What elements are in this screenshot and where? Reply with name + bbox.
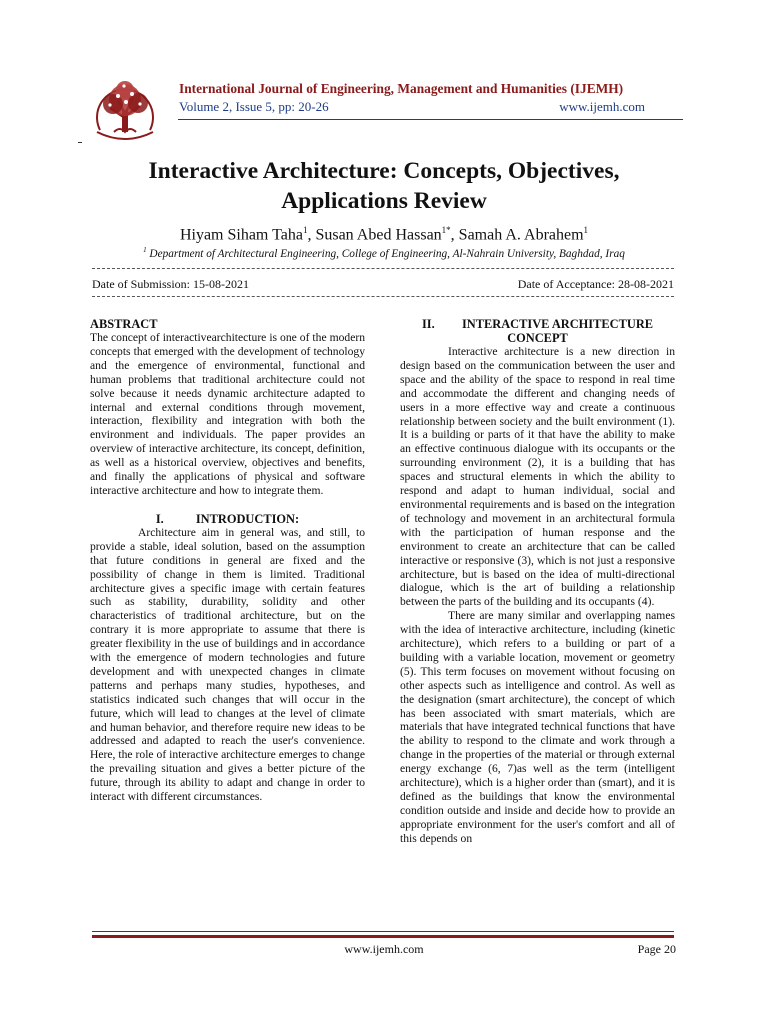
- right-column: [400, 317, 675, 846]
- introduction-number: I.: [155, 511, 164, 526]
- corner-mark: [78, 142, 82, 143]
- introduction-title: INTRODUCTION:: [195, 511, 300, 526]
- dates-top-divider: [92, 268, 674, 269]
- author-2: Susan Abed Hassan: [315, 226, 442, 244]
- abstract-text: The concept of interactivearchitecture is one of the modern concepts that emerged with the development of technology and the emergence of environmental, functional and human problems that traditional architecture could not solve because it needs dynamic architecture adapted to internal and external conditions through movement, interaction, flexibility and integration with both the environment and individuals. The paper provides an overview of interactive architecture, its concept, definition, as well as a historical overview, objectives and benefits, and finally the applications of physical and software interactive architecture and how to integrate them.: [90, 331, 365, 497]
- section-2-paragraph-2: There are many similar and overlapping names with the idea of interactive architecture, including (kinetic architecture), which refers to a building or part of a building with a variable location, movement or geometry (5). This term focuses on movement without focusing on other aspects such as intelligence and control. As well as the designation (smart architecture), the concept of which has been associated with smart materials, which are materials that have integrated technical functions that have the ability to respond to the climate and work through a change in the properties of the material or through external energy exchange (6, 7)as well as the term (intelligent architecture), which is a higher order than (smart), and it is defined as the buildings that know the environmental condition outside and inside and decide how to provide an appropriate environment for the user's comfort and all of this depends on: [400, 609, 675, 845]
- introduction-heading: [90, 512, 365, 526]
- header-divider: [178, 119, 683, 120]
- author-list: [70, 225, 698, 244]
- left-column: [90, 317, 365, 804]
- footer-website[interactable]: www.ijemh.com: [344, 942, 424, 956]
- author-1: Hiyam Siham Taha: [179, 226, 303, 244]
- section-2-title-line-1: INTERACTIVE ARCHITECTURE: [461, 317, 654, 331]
- author-3-affiliation-mark: 1: [583, 225, 589, 235]
- section-2-title-line-2: CONCEPT: [507, 331, 568, 345]
- paper-title: [70, 156, 698, 216]
- affiliation: [70, 246, 698, 260]
- affiliation-mark: 1: [143, 246, 147, 254]
- author-1-affiliation-mark: 1: [302, 225, 308, 235]
- abstract-heading: ABSTRACT: [90, 317, 158, 331]
- section-2-number: II.: [421, 317, 435, 331]
- dates-bottom-divider: [92, 296, 674, 297]
- paper-title-line-2: Applications Review: [281, 188, 487, 214]
- introduction-text: Architecture aim in general was, and still, to provide a stable, ideal solution, based on the assumption that future conditions in general are fixed and the possibility of change in them is limited. Traditional architecture gives a specific image with certain features such as stability, durability, solidity and other characteristics of traditional architecture, but on the contrary it is more appropriate to assume that there is greater flexibility in the use of buildings and in accordance with the emergence of modern technologies and future development and with unexpected changes in climate patterns and perhaps many studies, hypotheses, and statistics indicated such changes that will occur in the future, which will lead to changes at the level of climate and human behavior, and therefore require new ideas to be addressed and adapted to reach the user's convenience. Here, the role of interactive architecture emerges to change the prevailing situation and gives a better picture of the future, through its ability to adapt and change in order to interact with different circumstances.: [90, 525, 365, 804]
- affiliation-text: Department of Architectural Engineering, College of Engineering, Al-Nahrain University, Baghdad, Iraq: [146, 247, 625, 260]
- author-3: Samah A. Abrahem: [458, 226, 584, 244]
- journal-name: International Journal of Engineering, Management and Humanities (IJEMH): [179, 81, 624, 96]
- submission-date: Date of Submission: 15-08-2021: [92, 277, 249, 291]
- journal-logo-tree-icon: [80, 70, 170, 148]
- section-2-heading: [400, 317, 675, 331]
- journal-website[interactable]: www.ijemh.com: [559, 99, 645, 114]
- acceptance-date: Date of Acceptance: 28-08-2021: [517, 277, 674, 291]
- footer-divider-thin: [92, 931, 674, 932]
- page-number: Page 20: [637, 942, 676, 956]
- author-2-affiliation-mark: 1*: [441, 225, 451, 235]
- section-2-paragraph-1: Interactive architecture is a new direction in design based on the communication between the user and space and the ability of the space to respond in real time and accommodate the different and changing needs of users in a more effective way and create a continuous relationship between society and the built environment (1). It is a building or parts of it that have the ability to make an effective continuous dialogue with its occupants or the surrounding environment (2), it is a building that has spaces and structural elements in which the ability to respond and adapt to human individual, social and environmental requirements and is based on the integration of technology and movement in an architectural formula with the participation of human response and the environment to create an architecture that can be called interactive or responsive (3), which is not just a responsive architecture, but is based on the idea of multi-directional dialogue, which is the art of building a relationship between the parts of the building and its occupants (4).: [400, 345, 675, 609]
- journal-volume: Volume 2, Issue 5, pp: 20-26: [179, 99, 329, 114]
- footer-divider-thick: [92, 935, 674, 938]
- author-separator: ,: [307, 226, 316, 244]
- paper-title-line-1: Interactive Architecture: Concepts, Objectives,: [148, 158, 620, 184]
- author-separator: ,: [450, 226, 459, 244]
